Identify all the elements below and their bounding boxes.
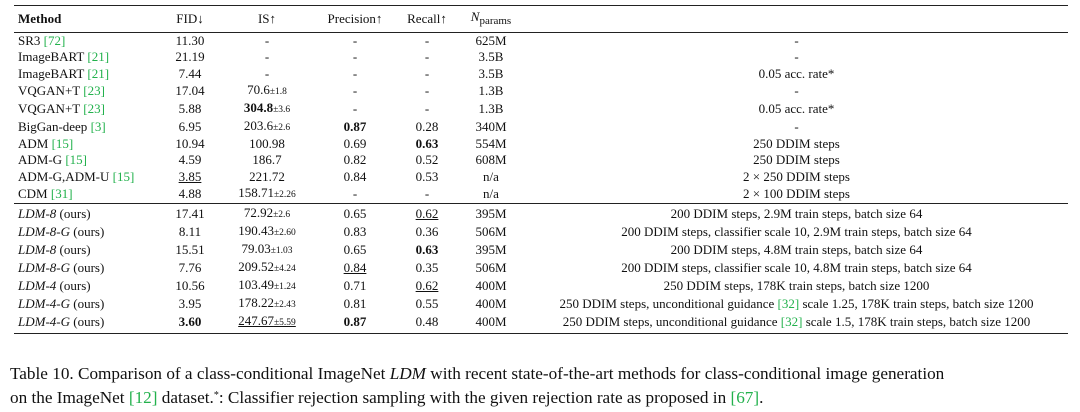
fid-cell: 4.88 xyxy=(178,185,202,201)
header-method: Method xyxy=(18,11,62,26)
recall-cell: 0.63 xyxy=(415,136,439,152)
method-cell xyxy=(14,136,159,152)
notes-cell: 0.05 acc. rate* xyxy=(758,65,835,81)
recall-cell: 0.55 xyxy=(415,295,439,311)
table-row xyxy=(14,259,1068,277)
is-cell xyxy=(221,259,313,277)
citation-link[interactable]: [15] xyxy=(112,168,135,184)
method-suffix: (ours) xyxy=(70,295,105,311)
fid-cell: 10.94 xyxy=(175,136,205,152)
is-value: 304.8 xyxy=(243,99,274,115)
notes-cell: 2 × 250 DDIM steps xyxy=(743,168,850,184)
citation-link[interactable]: [32] xyxy=(780,313,803,329)
is-std: ±2.43 xyxy=(273,299,296,310)
is-value: 178.22 xyxy=(238,294,274,310)
method-name: LDM-4-G xyxy=(18,295,70,311)
table-row xyxy=(14,203,1068,223)
is-value: 209.52 xyxy=(238,258,274,274)
method-cell xyxy=(14,223,159,241)
notes-cell: - xyxy=(794,49,799,65)
table-row xyxy=(14,223,1068,241)
method-suffix: (ours) xyxy=(70,313,105,329)
table-row xyxy=(14,82,1068,100)
fid-cell: 4.59 xyxy=(178,152,202,168)
is-cell xyxy=(221,313,313,334)
is-value: 158.71 xyxy=(238,184,274,200)
precision-cell: 0.87 xyxy=(313,313,397,334)
is-value: 247.67 xyxy=(238,312,274,328)
is-value: 186.7 xyxy=(252,152,282,168)
header-nparams: $N_{params}$ xyxy=(470,9,512,27)
notes-cell: 250 DDIM steps xyxy=(753,152,840,168)
nparams-cell: n/a xyxy=(483,168,499,184)
nparams-cell: 1.3B xyxy=(478,82,504,98)
header-fid: FID↓ xyxy=(176,11,204,26)
method-cell xyxy=(14,203,159,223)
method-cell xyxy=(14,66,159,82)
method-cell xyxy=(14,185,159,204)
nparams-cell: 395M xyxy=(475,241,507,257)
precision-cell: - xyxy=(352,33,358,49)
is-value: 203.6 xyxy=(243,117,274,133)
method-cell xyxy=(14,152,159,168)
nparams-cell: 340M xyxy=(475,118,507,134)
notes-cell: - xyxy=(794,33,799,49)
method-name: ADM-G,ADM-U xyxy=(18,168,113,184)
method-suffix: (ours) xyxy=(56,241,91,257)
citation-link[interactable]: [67] xyxy=(730,388,760,407)
nparams-cell: 1.3B xyxy=(478,100,504,116)
is-cell xyxy=(221,223,313,241)
nparams-cell: 400M xyxy=(475,277,507,293)
is-std: ±2.60 xyxy=(273,227,296,238)
ours-rows xyxy=(14,203,1068,333)
nparams-cell: 395M xyxy=(457,203,525,223)
is-cell xyxy=(221,295,313,313)
notes-cell xyxy=(525,313,1068,334)
nparams-cell: 625M xyxy=(475,33,507,49)
is-value: 103.49 xyxy=(238,276,274,292)
header-recall: Recall↑ xyxy=(407,11,447,26)
method-name: VQGAN+T xyxy=(18,82,84,98)
is-value: 221.72 xyxy=(249,168,285,184)
method-name: SR3 xyxy=(18,33,44,49)
citation-link[interactable]: [3] xyxy=(90,118,106,134)
is-std: ±5.59 xyxy=(273,317,296,328)
is-cell xyxy=(221,66,313,82)
is-value: 70.6 xyxy=(247,81,270,97)
table-header-row xyxy=(14,6,1068,33)
method-suffix: (ours) xyxy=(70,223,105,239)
fid-cell: 3.95 xyxy=(178,295,202,311)
recall-cell: - xyxy=(424,65,430,81)
caption-line-2: on the ImageNet [12] dataset.*: Classifier rejection sampling with the given rejection rate as proposed in [67]. xyxy=(10,388,764,407)
fid-cell: 17.04 xyxy=(175,82,205,98)
fid-cell: 6.95 xyxy=(178,118,202,134)
nparams-cell: 400M xyxy=(475,295,507,311)
recall-cell: - xyxy=(424,49,430,65)
table-row xyxy=(14,118,1068,136)
table-row xyxy=(14,277,1068,295)
method-name: LDM-8 xyxy=(18,205,57,221)
method-cell xyxy=(14,295,159,313)
citation-link[interactable]: [32] xyxy=(777,295,800,311)
recall-cell: - xyxy=(424,100,430,116)
table-row xyxy=(14,152,1068,168)
notes-cell: 0.05 acc. rate* xyxy=(758,100,835,116)
fid-cell: 3.60 xyxy=(159,313,221,334)
nparams-cell: n/a xyxy=(483,185,499,201)
recall-cell: 0.28 xyxy=(415,118,439,134)
method-cell xyxy=(14,33,159,50)
precision-cell: - xyxy=(352,65,358,81)
is-cell xyxy=(221,100,313,118)
recall-cell: 0.63 xyxy=(415,241,439,257)
precision-cell: 0.83 xyxy=(343,223,367,239)
nparams-cell: 554M xyxy=(475,136,507,152)
is-cell xyxy=(221,152,313,168)
method-cell xyxy=(14,168,159,184)
is-std: ±4.24 xyxy=(273,263,296,274)
notes-text: 200 DDIM steps, classifier scale 10, 2.9M train steps, batch size 64 xyxy=(621,223,972,239)
table-row xyxy=(14,168,1068,184)
is-cell xyxy=(221,277,313,295)
notes-cell xyxy=(525,203,1068,223)
precision-cell: - xyxy=(352,100,358,116)
is-std: ±2.26 xyxy=(273,189,296,200)
method-name: ImageBART xyxy=(18,49,88,65)
is-cell xyxy=(221,168,313,184)
baseline-rows xyxy=(14,33,1068,204)
notes-cell xyxy=(525,259,1068,277)
fid-cell: 10.56 xyxy=(175,277,205,293)
table-row xyxy=(14,185,1068,204)
precision-cell: 0.81 xyxy=(343,295,367,311)
notes-cell xyxy=(525,241,1068,259)
notes-text: 200 DDIM steps, 4.8M train steps, batch size 64 xyxy=(670,241,923,257)
method-cell xyxy=(14,259,159,277)
table-caption xyxy=(10,363,1072,409)
fid-cell: 3.85 xyxy=(178,168,202,184)
table-row xyxy=(14,313,1068,334)
citation-link[interactable]: [23] xyxy=(83,82,105,98)
nparams-cell: 506M xyxy=(475,223,507,239)
precision-cell: - xyxy=(352,82,358,98)
fid-cell: 8.11 xyxy=(178,223,202,239)
table-row xyxy=(14,241,1068,259)
method-suffix: (ours) xyxy=(56,277,91,293)
notes-cell: - xyxy=(794,82,799,98)
is-value: - xyxy=(264,65,270,81)
is-value: 72.92 xyxy=(243,204,274,220)
method-name: BigGan-deep xyxy=(18,118,91,134)
is-cell xyxy=(221,241,313,259)
method-name: LDM-8 xyxy=(18,241,57,257)
notes-text: scale 1.5, 178K train steps, batch size 1200 xyxy=(802,313,1031,329)
is-std: ±2.6 xyxy=(273,209,291,220)
citation-link[interactable]: [12] xyxy=(128,388,158,407)
notes-cell: 250 DDIM steps xyxy=(753,136,840,152)
fid-cell: 17.41 xyxy=(159,203,221,223)
fid-cell: 11.30 xyxy=(175,33,205,49)
is-cell xyxy=(221,185,313,204)
recall-cell: 0.53 xyxy=(415,168,439,184)
recall-cell: 0.62 xyxy=(397,203,457,223)
fid-cell: 5.88 xyxy=(178,100,202,116)
precision-cell: - xyxy=(352,185,358,201)
notes-cell xyxy=(525,295,1068,313)
is-std: ±2.6 xyxy=(273,122,291,133)
is-std: ±1.8 xyxy=(269,86,287,97)
table-row xyxy=(14,33,1068,50)
is-value: 79.03 xyxy=(241,240,271,256)
notes-text: 250 DDIM steps, unconditional guidance xyxy=(562,313,781,329)
table-row xyxy=(14,295,1068,313)
notes-text: 200 DDIM steps, classifier scale 10, 4.8M train steps, batch size 64 xyxy=(621,259,972,275)
is-cell xyxy=(221,136,313,152)
method-name: VQGAN+T xyxy=(18,100,84,116)
citation-link[interactable]: [31] xyxy=(50,185,73,201)
method-name: ImageBART xyxy=(18,65,88,81)
citation-link[interactable]: [21] xyxy=(87,65,110,81)
citation-link[interactable]: [72] xyxy=(43,33,66,49)
fid-cell: 7.44 xyxy=(178,65,202,81)
recall-cell: - xyxy=(424,82,430,98)
method-cell xyxy=(14,118,159,136)
is-cell xyxy=(221,49,313,65)
nparams-cell: 3.5B xyxy=(478,65,504,81)
method-cell xyxy=(14,100,159,118)
is-cell xyxy=(221,33,313,50)
is-value: - xyxy=(264,49,270,65)
precision-cell: 0.65 xyxy=(343,241,367,257)
recall-cell: 0.52 xyxy=(415,152,439,168)
notes-text: 250 DDIM steps, 178K train steps, batch size 1200 xyxy=(663,277,930,293)
precision-cell: 0.84 xyxy=(343,168,367,184)
method-suffix: (ours) xyxy=(70,259,105,275)
method-cell xyxy=(14,313,159,334)
header-is: IS↑ xyxy=(257,11,277,26)
is-std: ±1.03 xyxy=(270,245,293,256)
recall-cell: - xyxy=(424,185,430,201)
is-value: 100.98 xyxy=(249,136,285,152)
table-row xyxy=(14,49,1068,65)
is-std: ±1.24 xyxy=(273,281,296,292)
is-std: ±3.6 xyxy=(273,104,291,115)
method-cell xyxy=(14,49,159,65)
method-suffix: (ours) xyxy=(56,205,91,221)
notes-text: scale 1.25, 178K train steps, batch size 1200 xyxy=(799,295,1034,311)
is-value: - xyxy=(264,33,270,49)
is-cell xyxy=(221,203,313,223)
nparams-cell: 506M xyxy=(475,259,507,275)
nparams-cell: 400M xyxy=(457,313,525,334)
results-table xyxy=(14,5,1068,334)
method-cell xyxy=(14,82,159,100)
is-cell xyxy=(221,118,313,136)
notes-cell xyxy=(525,223,1068,241)
nparams-cell: 3.5B xyxy=(478,49,504,65)
precision-cell: - xyxy=(352,49,358,65)
precision-cell: 0.84 xyxy=(343,259,367,275)
precision-cell: 0.82 xyxy=(343,152,367,168)
notes-cell: 2 × 100 DDIM steps xyxy=(743,185,850,201)
method-name: LDM-4-G xyxy=(18,313,70,329)
method-name: ADM xyxy=(18,136,52,152)
method-cell xyxy=(14,277,159,295)
recall-cell: 0.62 xyxy=(415,277,439,293)
method-cell xyxy=(14,241,159,259)
method-name: CDM xyxy=(18,185,51,201)
method-name: LDM-8-G xyxy=(18,223,70,239)
nparams-cell: 608M xyxy=(475,152,507,168)
citation-link[interactable]: [15] xyxy=(65,152,87,168)
recall-cell: 0.35 xyxy=(415,259,439,275)
notes-text: 200 DDIM steps, 2.9M train steps, batch size 64 xyxy=(670,205,923,221)
recall-cell: 0.36 xyxy=(415,223,439,239)
fid-cell: 7.76 xyxy=(178,259,202,275)
notes-cell: - xyxy=(794,118,799,134)
table-row xyxy=(14,66,1068,82)
precision-cell: 0.87 xyxy=(343,118,367,134)
method-name: LDM-8-G xyxy=(18,259,70,275)
citation-link[interactable]: [21] xyxy=(87,49,110,65)
caption-line-1: Table 10. Comparison of a class-conditional ImageNet LDM with recent state-of-the-art methods for class-conditional image generation xyxy=(10,364,945,383)
method-name: ADM-G xyxy=(18,152,66,168)
recall-cell: - xyxy=(424,33,430,49)
precision-cell: 0.69 xyxy=(343,136,367,152)
citation-link[interactable]: [23] xyxy=(83,100,105,116)
table-row xyxy=(14,136,1068,152)
citation-link[interactable]: [15] xyxy=(51,136,74,152)
notes-text: 250 DDIM steps, unconditional guidance xyxy=(559,295,778,311)
is-cell xyxy=(221,82,313,100)
fid-cell: 21.19 xyxy=(175,49,205,65)
recall-cell: 0.48 xyxy=(397,313,457,334)
fid-cell: 15.51 xyxy=(175,241,205,257)
precision-cell: 0.65 xyxy=(313,203,397,223)
header-precision: Precision↑ xyxy=(327,11,383,26)
is-value: 190.43 xyxy=(238,222,274,238)
precision-cell: 0.71 xyxy=(343,277,367,293)
method-name: LDM-4 xyxy=(18,277,57,293)
notes-cell xyxy=(525,277,1068,295)
table-row xyxy=(14,100,1068,118)
